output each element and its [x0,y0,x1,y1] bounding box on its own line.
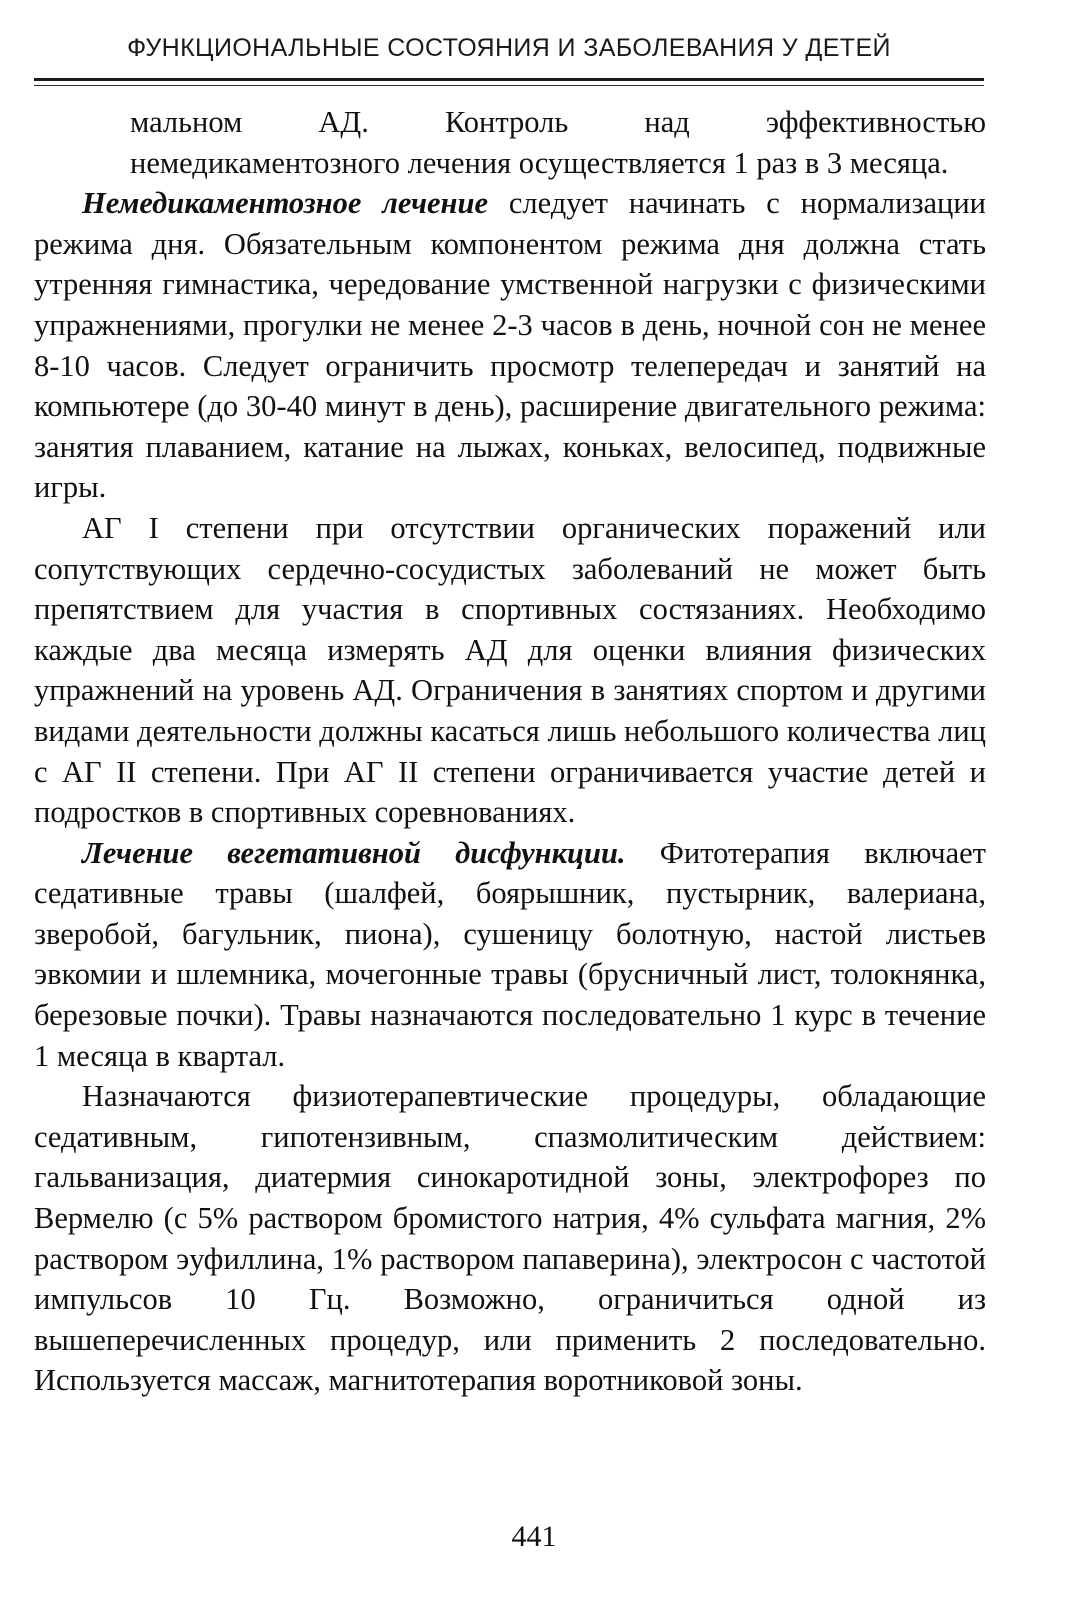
paragraph-text: мальном АД. Контроль над эффективностью немедикаментозного лечения осуществляется 1 раз в 3 месяца. [130,105,986,180]
body-text [34,102,986,1401]
header-rule-thick [34,78,984,81]
page-number: 441 [511,1520,557,1553]
paragraph-text: Фитотерапия включает седативные травы (шалфей, боярышник, пустырник, валериана, зверобой, багульник, пиона), сушеницу болотную, настой листьев эвкомии и шлемника, мочегонные травы (брусничный лист, толокнянка, березовые почки). Травы назначаются последовательно 1 курс в течение 1 месяца в квартал. [34,835,986,1073]
paragraph-non-drug-treatment [34,183,986,508]
running-header: ФУНКЦИОНАЛЬНЫЕ СОСТОЯНИЯ И ЗАБОЛЕВАНИЯ У ДЕТЕЙ [127,34,891,62]
paragraph-physiotherapy [34,1076,986,1401]
paragraph-lead-heading: Немедикаментозное лечение [82,186,488,221]
paragraph-lead-heading: Лечение вегетативной дисфункции. [82,835,626,870]
paragraph-hypertension-sports [34,508,986,833]
paragraph-autonomic-dysfunction [34,833,986,1077]
paragraph-continuation [130,102,986,183]
paragraph-text: следует начинать с нормализации режима дня. Обязательным компонентом режима дня должна стать утренняя гимнастика, чередование умственной нагрузки с физическими упражнениями, прогулки не менее 2-3 часов в день, ночной сон не менее 8-10 часов. Следует ограничить просмотр телепередач и занятий на компьютере (до 30-40 минут в день), расширение двигательного режима: занятия плаванием, катание на лыжах, коньках, велосипед, подвижные игры. [34,186,986,505]
paragraph-text: АГ I степени при отсутствии органических поражений или сопутствующих сердечно-сосудистых заболеваний не может быть препятствием для участия в спортивных состязаниях. Необходимо каждые два месяца измерять АД для оценки влияния физических упражнений на уровень АД. Ограничения в занятиях спортом и другими видами деятельности должны касаться лишь небольшого количества лиц с АГ II степени. При АГ II степени ограничивается участие детей и подростков в спортивных соревнованиях. [34,510,986,830]
paragraph-text: Назначаются физиотерапевтические процедуры, обладающие седативным, гипотензивным, спазмолитическим действием: гальванизация, диатермия синокаротидной зоны, электрофорез по Вермелю (с 5% раствором бромистого натрия, 4% сульфата магния, 2% раствором эуфиллина, 1% раствором папаверина), электросон с частотой импульсов 10 Гц. Возможно, ограничиться одной из вышеперечисленных процедур, или применить 2 последовательно. Используется массаж, магнитотерапия воротниковой зоны. [34,1079,986,1398]
header-rule-thin [34,85,984,86]
